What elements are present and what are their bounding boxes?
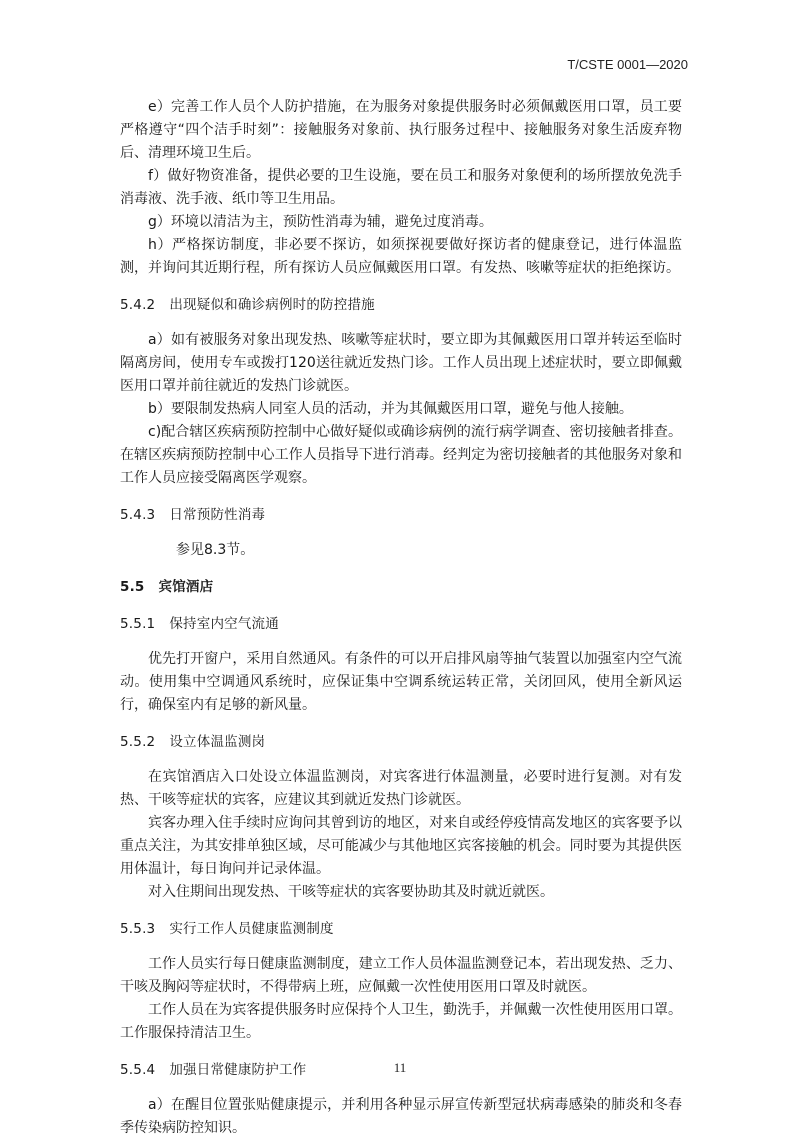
document-code: T/CSTE 0001—2020 <box>567 57 688 72</box>
section-number: 5.5 <box>120 579 145 595</box>
paragraph-a: a）如有被服务对象出现发热、咳嗽等症状时，要立即为其佩戴医用口罩并转运至临时隔离房间，使用专车或拨打120送往就近发热门诊。工作人员出现上述症状时，要立即佩戴医用口罩并前往就近的发热门诊就医。 <box>120 332 682 394</box>
section-title: 保持室内空气流通 <box>169 616 279 632</box>
section-title: 设立体温监测岗 <box>169 734 266 750</box>
paragraph-ventilation: 优先打开窗户，采用自然通风。有条件的可以开启排风扇等抽气装置以加强室内空气流动。使用集中空调通风系统时，应保证集中空调系统运转正常，关闭回风，使用全新风运行，确保室内有足够的新风量。 <box>120 651 682 713</box>
section-title: 日常预防性消毒 <box>169 507 266 523</box>
section-title: 加强日常健康防护工作 <box>169 1062 307 1078</box>
paragraph: 工作人员在为宾客提供服务时应保持个人卫生，勤洗手，并佩戴一次性使用医用口罩。工作服保持清洁卫生。 <box>120 1002 682 1041</box>
section-heading-5-4-2 <box>120 294 682 317</box>
paragraph-g: g）环境以清洁为主，预防性消毒为辅，避免过度消毒。 <box>148 214 493 230</box>
section-title: 出现疑似和确诊病例时的防控措施 <box>169 297 375 313</box>
section-title: 宾馆酒店 <box>158 579 214 595</box>
section-number: 5.4.3 <box>120 507 156 523</box>
section-heading-5-5-3 <box>120 918 682 941</box>
section-heading-5-5 <box>120 576 682 599</box>
section-heading-5-5-2 <box>120 731 682 754</box>
document-body <box>120 96 682 1140</box>
section-number: 5.4.2 <box>120 297 156 313</box>
section-heading-5-4-3 <box>120 504 682 527</box>
paragraph: 工作人员实行每日健康监测制度，建立工作人员体温监测登记本，若出现发热、乏力、干咳及胸闷等症状时，不得带病上班，应佩戴一次性使用医用口罩及时就医。 <box>120 956 682 995</box>
paragraph-b: b）要限制发热病人同室人员的活动，并为其佩戴医用口罩，避免与他人接触。 <box>148 401 633 417</box>
paragraph-c: c)配合辖区疾病预防控制中心做好疑似或确诊病例的流行病学调查、密切接触者排查。在辖区疾病预防控制中心工作人员指导下进行消毒。经判定为密切接触者的其他服务对象和工作人员应接受隔离医学观察。 <box>120 424 682 486</box>
section-heading-5-5-1 <box>120 613 682 636</box>
paragraph-a: a）在醒目位置张贴健康提示，并利用各种显示屏宣传新型冠状病毒感染的肺炎和冬春季传染病防控知识。 <box>120 1097 682 1136</box>
section-number: 5.5.2 <box>120 734 156 750</box>
paragraph-e: e）完善工作人员个人防护措施，在为服务对象提供服务时必须佩戴医用口罩，员工要严格遵守“四个洁手时刻”：接触服务对象前、执行服务过程中、接触服务对象生活废弃物后、清理环境卫生后。 <box>120 99 682 161</box>
reference-text: 参见8.3节。 <box>176 542 255 558</box>
paragraph: 在宾馆酒店入口处设立体温监测岗，对宾客进行体温测量，必要时进行复测。对有发热、干咳等症状的宾客，应建议其到就近发热门诊就医。 <box>120 769 682 808</box>
section-title: 实行工作人员健康监测制度 <box>169 921 334 937</box>
section-number: 5.5.1 <box>120 616 156 632</box>
paragraph-h: h）严格探访制度，非必要不探访，如须探视要做好探访者的健康登记，进行体温监测，并询问其近期行程，所有探访人员应佩戴医用口罩。有发热、咳嗽等症状的拒绝探访。 <box>120 237 682 276</box>
paragraph-f: f）做好物资准备，提供必要的卫生设施，要在员工和服务对象便利的场所摆放免洗手消毒液、洗手液、纸巾等卫生用品。 <box>120 168 682 207</box>
section-number: 5.5.3 <box>120 921 156 937</box>
paragraph: 对入住期间出现发热、干咳等症状的宾客要协助其及时就近就医。 <box>148 884 554 900</box>
page-number: 11 <box>393 1060 407 1075</box>
section-number: 5.5.4 <box>120 1062 156 1078</box>
paragraph: 宾客办理入住手续时应询问其曾到访的地区，对来自或经停疫情高发地区的宾客要予以重点关注，为其安排单独区域，尽可能减少与其他地区宾客接触的机会。同时要为其提供医用体温计，每日询问并记录体温。 <box>120 815 682 877</box>
